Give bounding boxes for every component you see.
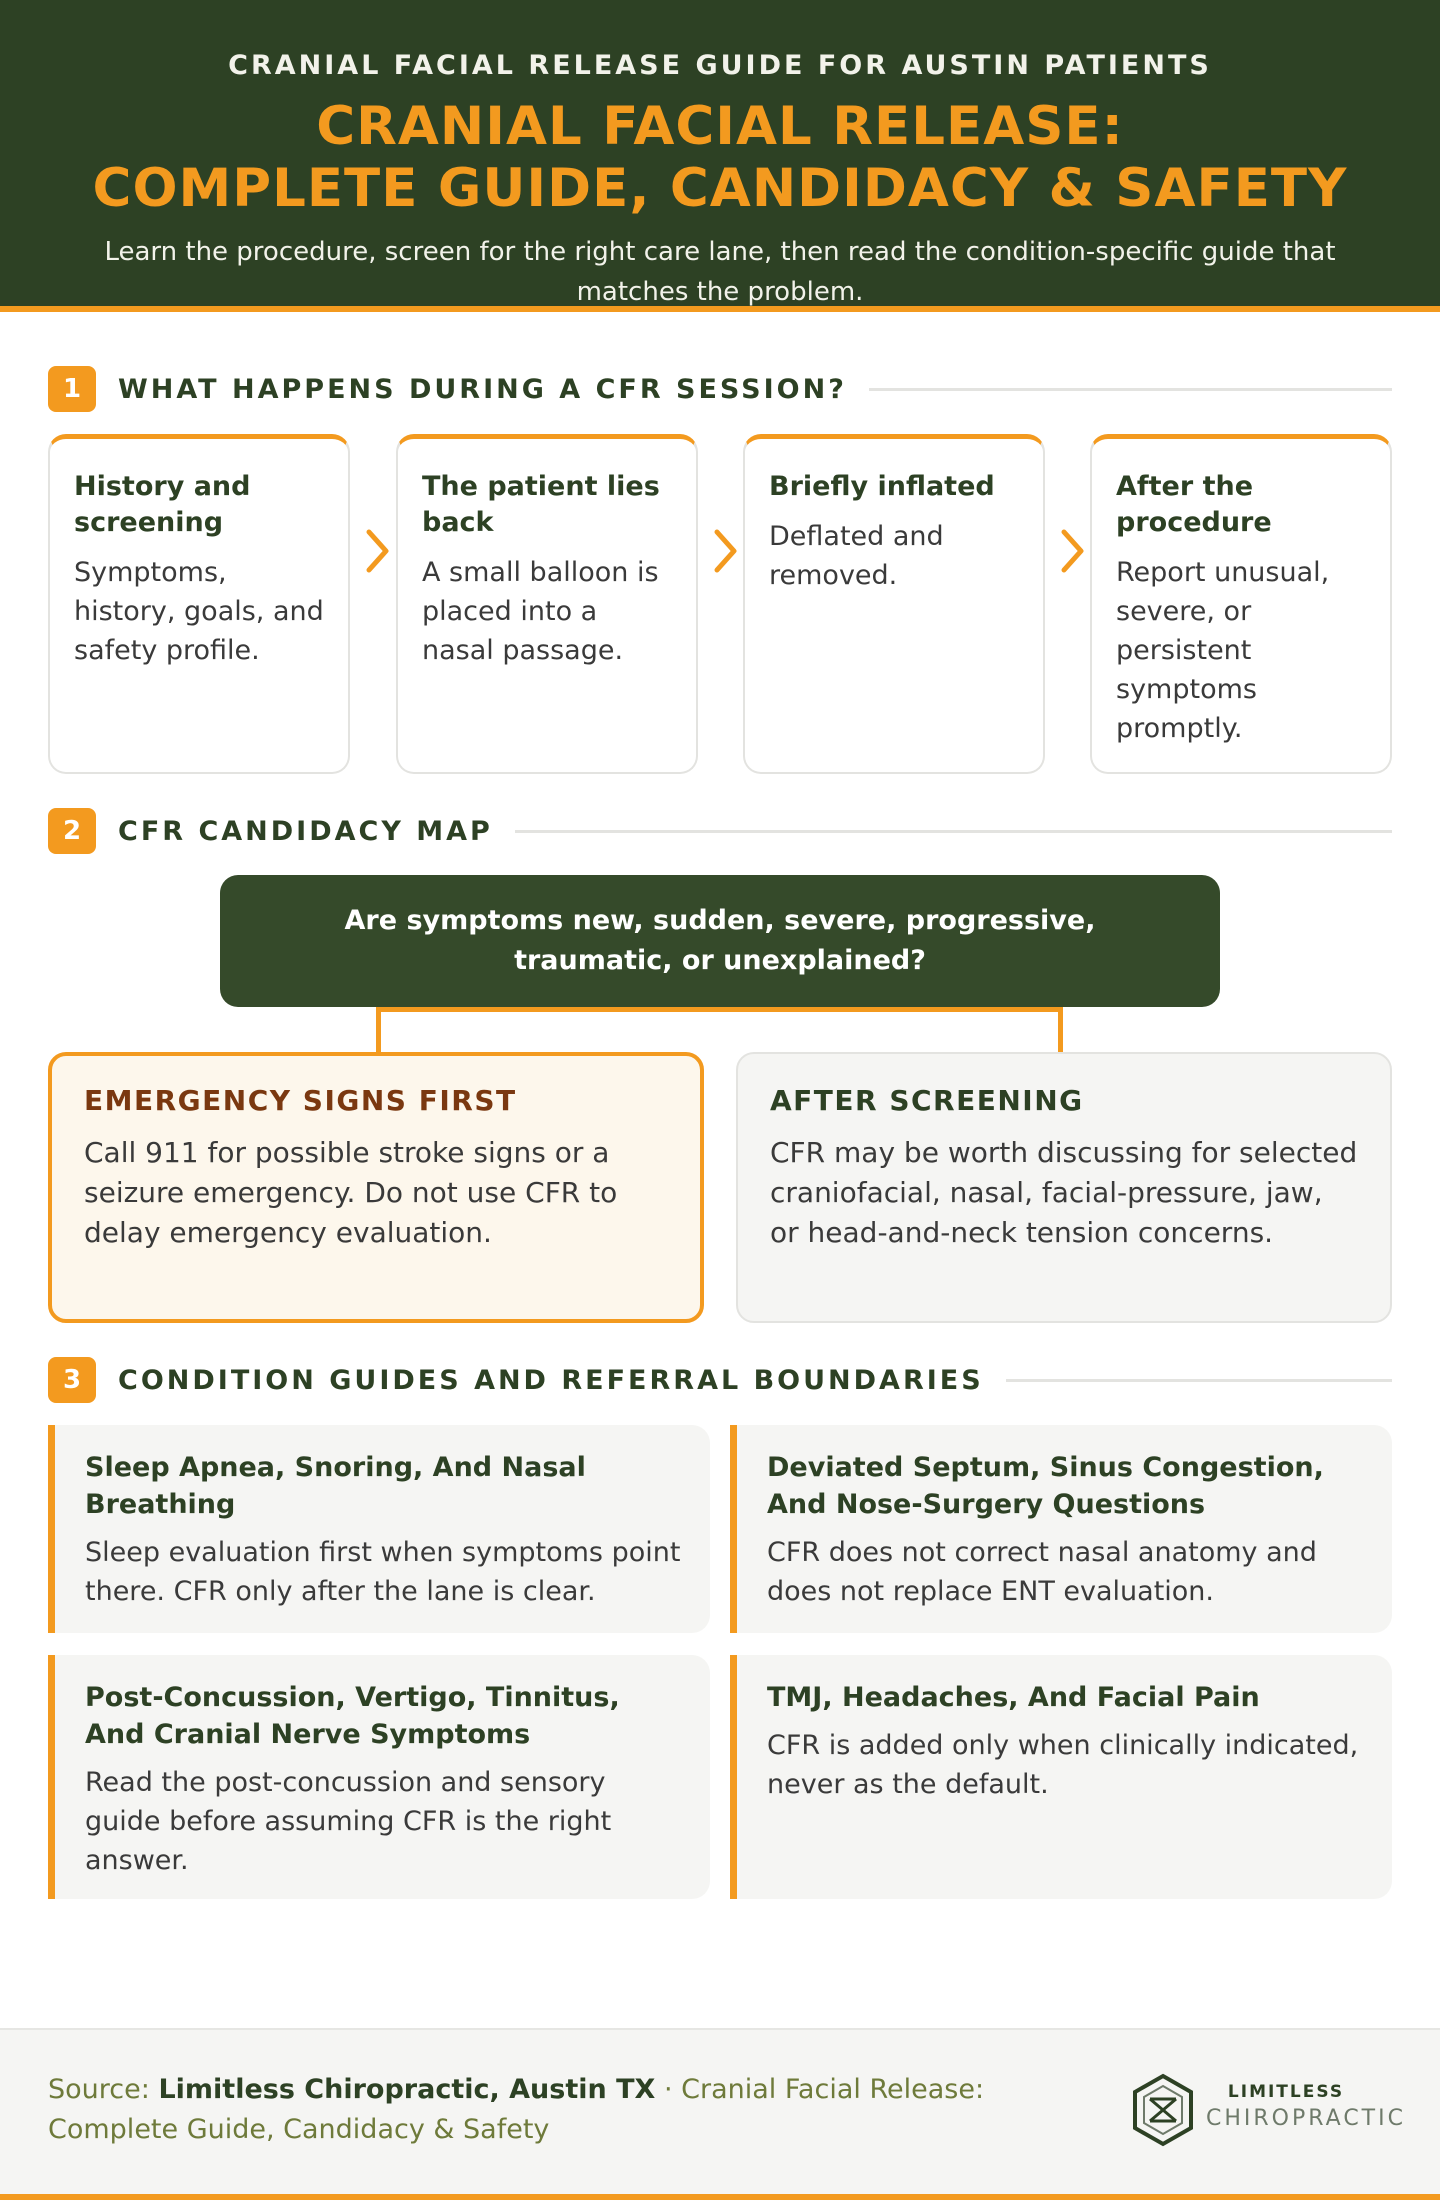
- guide-title: Deviated Septum, Sinus Congestion, And Nose-Surgery Questions: [767, 1452, 1324, 1520]
- guide-title: TMJ, Headaches, And Facial Pain: [767, 1682, 1260, 1713]
- step-text: Symptoms, history, goals, and safety profile.: [74, 557, 324, 666]
- step-title: Briefly inflated: [769, 471, 995, 502]
- page-title: [0, 96, 1440, 220]
- step-card-2: [396, 434, 698, 774]
- step-text: Deflated and removed.: [769, 521, 944, 591]
- step-card-4: [1090, 434, 1392, 774]
- section-3-heading: [48, 1357, 1392, 1403]
- step-card-1: [48, 434, 350, 774]
- guide-card-sleep-apnea: [48, 1425, 710, 1633]
- flow-connector: [376, 1007, 1063, 1012]
- section-3-title: CONDITION GUIDES AND REFERRAL BOUNDARIES: [118, 1364, 984, 1396]
- section-1-number: 1: [48, 366, 96, 412]
- section-2-heading: [48, 808, 1392, 854]
- after-screening-text: CFR may be worth discussing for selected craniofacial, nasal, facial-pressure, jaw, or head-and-neck tension concerns.: [770, 1136, 1358, 1249]
- page-header: [0, 0, 1440, 312]
- chevron-right-icon: [1059, 526, 1087, 576]
- emergency-title: EMERGENCY SIGNS FIRST: [84, 1084, 517, 1117]
- section-3-number: 3: [48, 1357, 96, 1403]
- guide-text: CFR does not correct nasal anatomy and does not replace ENT evaluation.: [767, 1537, 1317, 1607]
- flow-connector: [376, 1007, 381, 1052]
- after-screening-card: [736, 1052, 1392, 1323]
- emergency-text: Call 911 for possible stroke signs or a seizure emergency. Do not use CFR to delay emergency evaluation.: [84, 1136, 618, 1249]
- section-divider: [869, 388, 1392, 391]
- section-2-title: CFR CANDIDACY MAP: [118, 815, 493, 847]
- logo-wordmark-top: LIMITLESS: [1227, 2082, 1345, 2102]
- header-kicker: CRANIAL FACIAL RELEASE GUIDE FOR AUSTIN PATIENTS: [228, 50, 1212, 81]
- step-text: Report unusual, severe, or persistent symptoms promptly.: [1116, 557, 1330, 744]
- step-card-3: [743, 434, 1045, 774]
- emergency-card: [48, 1052, 704, 1323]
- section-divider: [1006, 1379, 1392, 1382]
- guide-card-tmj: [730, 1655, 1392, 1899]
- company-logo: [1130, 2072, 1406, 2152]
- step-title: The patient lies back: [422, 471, 660, 538]
- step-title: History and screening: [74, 471, 251, 538]
- step-text: A small balloon is placed into a nasal passage.: [422, 557, 659, 666]
- guide-text: CFR is added only when clinically indicated, never as the default.: [767, 1730, 1359, 1800]
- guide-card-deviated-septum: [730, 1425, 1392, 1633]
- section-divider: [515, 830, 1392, 833]
- after-screening-title: AFTER SCREENING: [770, 1084, 1084, 1117]
- screening-question: Are symptoms new, sudden, severe, progressive, traumatic, or unexplained?: [220, 875, 1220, 1007]
- source-title: Cranial Facial Release: Complete Guide, Candidacy & Safety: [48, 2074, 985, 2145]
- section-1-title: WHAT HAPPENS DURING A CFR SESSION?: [118, 373, 847, 405]
- logo-mark-icon: [1130, 2072, 1196, 2148]
- source-label: Source:: [48, 2074, 150, 2105]
- source-separator: ·: [663, 2074, 673, 2105]
- page-footer: [0, 2028, 1440, 2200]
- logo-wordmark-bottom: CHIROPRACTIC: [1206, 2106, 1406, 2131]
- title-line-1: CRANIAL FACIAL RELEASE:: [316, 96, 1124, 157]
- guide-text: Read the post-concussion and sensory guide before assuming CFR is the right answer.: [85, 1767, 612, 1876]
- chevron-right-icon: [712, 526, 740, 576]
- title-line-2: COMPLETE GUIDE, CANDIDACY & SAFETY: [92, 158, 1348, 219]
- step-title: After the procedure: [1116, 471, 1272, 538]
- section-2-number: 2: [48, 808, 96, 854]
- guide-title: Sleep Apnea, Snoring, And Nasal Breathing: [85, 1452, 586, 1520]
- section-1-heading: [48, 366, 1392, 412]
- header-subtitle: Learn the procedure, screen for the right care lane, then read the condition-specific guide that matches the problem.: [104, 237, 1336, 307]
- guide-text: Sleep evaluation first when symptoms point there. CFR only after the lane is clear.: [85, 1537, 681, 1607]
- flow-connector: [1058, 1007, 1063, 1052]
- source-credit: [48, 2070, 1008, 2150]
- chevron-right-icon: [364, 526, 392, 576]
- source-name: Limitless Chiropractic, Austin TX: [158, 2074, 656, 2105]
- guide-card-post-concussion: [48, 1655, 710, 1899]
- guide-title: Post-Concussion, Vertigo, Tinnitus, And Cranial Nerve Symptoms: [85, 1682, 620, 1750]
